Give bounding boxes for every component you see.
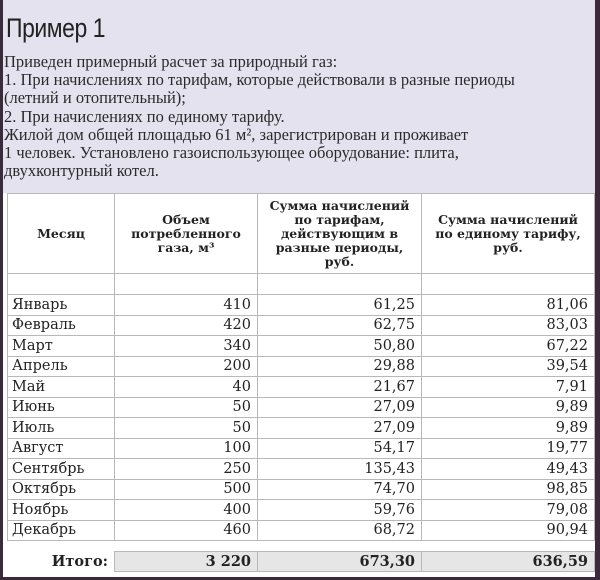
table-row [8, 295, 595, 316]
sum-single-cell: 83,03 [422, 315, 595, 336]
month-cell: Июнь [8, 397, 115, 418]
description-line: (летний и отопительный); [4, 88, 186, 108]
sum-single-cell: 7,91 [422, 377, 595, 398]
sum-single-cell: 9,89 [422, 397, 595, 418]
total-volume: 3 220 [115, 552, 258, 572]
sum-periods-cell: 68,72 [258, 520, 422, 541]
description-line: 1 человек. Установлено газоиспользующее оборудование: плита, [4, 143, 459, 163]
header-sum-single: Сумма начислений по единому тарифу, руб. [422, 194, 595, 274]
total-label: Итого: [8, 552, 115, 572]
month-cell: Март [8, 336, 115, 357]
volume-cell: 250 [115, 459, 258, 480]
volume-cell: 400 [115, 500, 258, 521]
volume-cell: 100 [115, 438, 258, 459]
month-cell: Октябрь [8, 479, 115, 500]
sum-single-cell: 98,85 [422, 479, 595, 500]
table-row [8, 356, 595, 377]
description-line: Жилой дом общей площадью 61 м², зарегистрирован и проживает [4, 124, 469, 144]
total-row [8, 552, 595, 572]
empty-row [8, 274, 595, 295]
table-row [8, 479, 595, 500]
sum-single-cell: 79,08 [422, 500, 595, 521]
month-cell: Май [8, 377, 115, 398]
month-cell: Июль [8, 418, 115, 439]
sum-single-cell: 49,43 [422, 459, 595, 480]
sum-periods-cell: 74,70 [258, 479, 422, 500]
volume-cell: 50 [115, 418, 258, 439]
description-line: 2. При начислениях по единому тарифу. [4, 106, 285, 126]
sum-periods-cell: 50,80 [258, 336, 422, 357]
sum-single-cell: 9,89 [422, 418, 595, 439]
header-volume: Объем потребленного газа, м³ [115, 194, 258, 274]
table-header-row [8, 194, 595, 274]
description-line: двухконтурный котел. [4, 161, 159, 181]
header-month: Месяц [8, 194, 115, 274]
volume-cell: 410 [115, 295, 258, 316]
sum-single-cell: 81,06 [422, 295, 595, 316]
table-row [8, 397, 595, 418]
description-line: Приведен примерный расчет за природный газ: [4, 52, 338, 71]
description [4, 53, 594, 180]
volume-cell: 500 [115, 479, 258, 500]
sum-periods-cell: 29,88 [258, 356, 422, 377]
document-frame [3, 0, 595, 577]
total-sum-periods: 673,30 [258, 552, 422, 572]
header-sum-periods: Сумма начислений по тарифам, действующим в разные периоды, руб. [258, 194, 422, 274]
gas-charges-table [7, 193, 595, 572]
table-row [8, 438, 595, 459]
month-cell: Апрель [8, 356, 115, 377]
table-row [8, 377, 595, 398]
volume-cell: 200 [115, 356, 258, 377]
sum-periods-cell: 61,25 [258, 295, 422, 316]
month-cell: Ноябрь [8, 500, 115, 521]
sum-single-cell: 90,94 [422, 520, 595, 541]
intro-panel [3, 0, 595, 193]
table-row [8, 500, 595, 521]
table-row [8, 336, 595, 357]
month-cell: Август [8, 438, 115, 459]
month-cell: Сентябрь [8, 459, 115, 480]
sum-periods-cell: 59,76 [258, 500, 422, 521]
table-row [8, 459, 595, 480]
spacer-row [8, 541, 595, 552]
sum-periods-cell: 62,75 [258, 315, 422, 336]
table-row [8, 520, 595, 541]
page-title: Пример 1 [6, 13, 106, 43]
table-row [8, 418, 595, 439]
volume-cell: 340 [115, 336, 258, 357]
description-line: 1. При начислениях по тарифам, которые действовали в разные периоды [4, 70, 515, 90]
sum-periods-cell: 27,09 [258, 418, 422, 439]
sum-periods-cell: 27,09 [258, 397, 422, 418]
month-cell: Январь [8, 295, 115, 316]
sum-periods-cell: 135,43 [258, 459, 422, 480]
table-row [8, 315, 595, 336]
volume-cell: 40 [115, 377, 258, 398]
total-sum-single: 636,59 [422, 552, 595, 572]
sum-single-cell: 39,54 [422, 356, 595, 377]
volume-cell: 420 [115, 315, 258, 336]
volume-cell: 460 [115, 520, 258, 541]
sum-single-cell: 67,22 [422, 336, 595, 357]
sum-periods-cell: 54,17 [258, 438, 422, 459]
sum-periods-cell: 21,67 [258, 377, 422, 398]
sum-single-cell: 19,77 [422, 438, 595, 459]
month-cell: Декабрь [8, 520, 115, 541]
month-cell: Февраль [8, 315, 115, 336]
volume-cell: 50 [115, 397, 258, 418]
